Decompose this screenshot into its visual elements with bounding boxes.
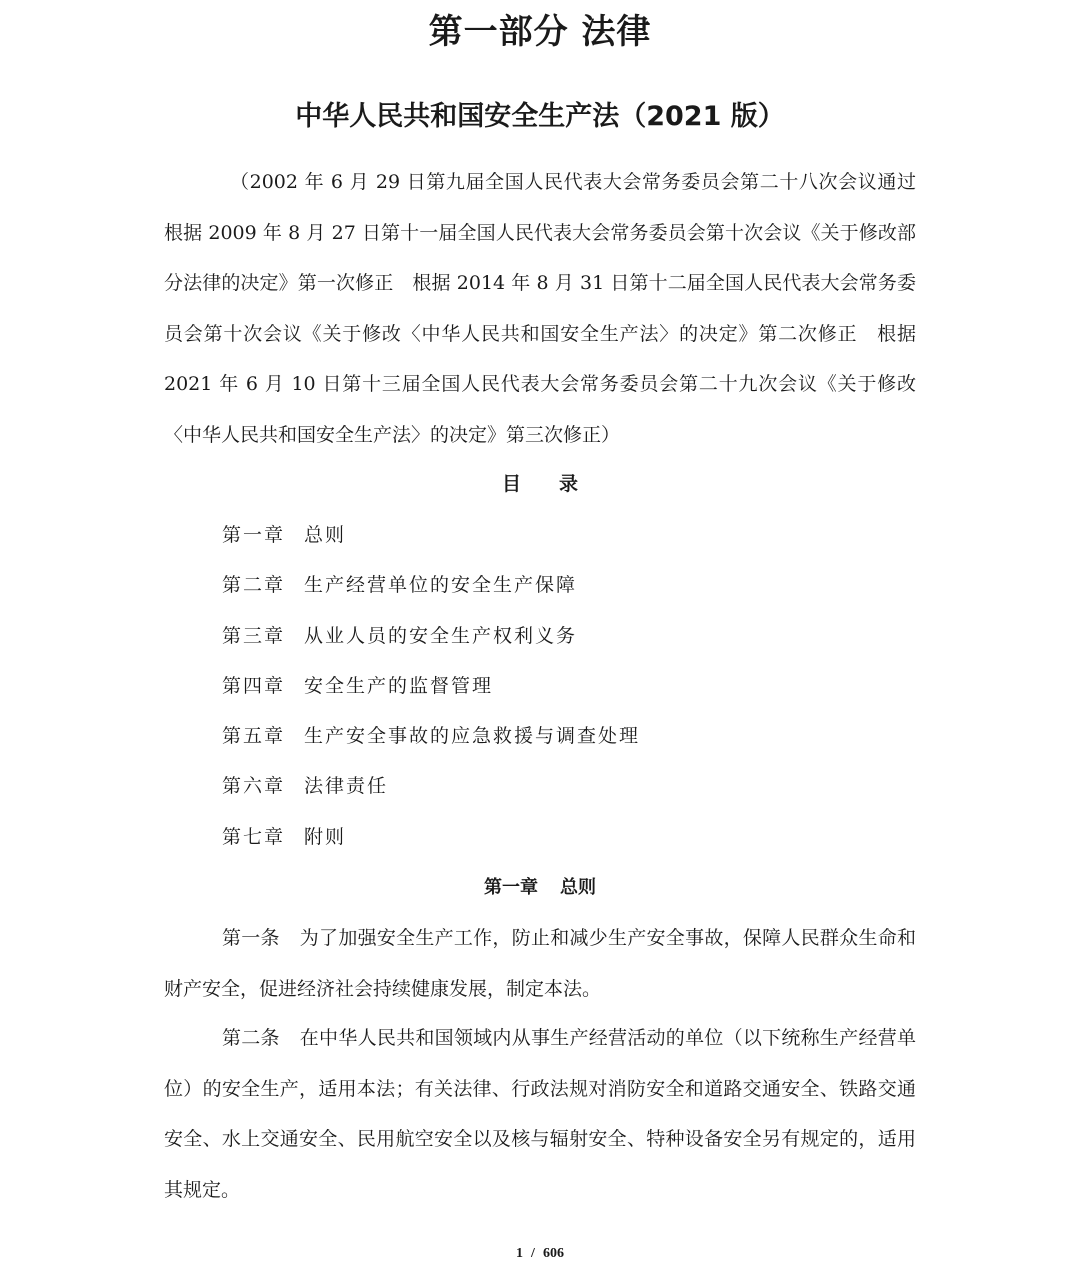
article-2	[164, 1013, 916, 1215]
page-number: 1	[516, 1246, 524, 1261]
article-text: 为了加强安全生产工作，防止和减少生产安全事故，保障人民群众生命和财产安全，促进经济社会持续健康发展，制定本法。	[164, 927, 916, 1000]
law-title: 中华人民共和国安全生产法（2021 版）	[295, 101, 785, 132]
chapter-heading	[0, 872, 1080, 904]
toc-item[interactable]	[222, 560, 922, 610]
toc-item-title: 附则	[304, 825, 347, 848]
toc-item-number: 第五章	[222, 725, 286, 748]
toc-item-title: 从业人员的安全生产权利义务	[304, 624, 578, 647]
toc-item[interactable]	[222, 510, 922, 560]
page-footer	[0, 1244, 1080, 1264]
article-number: 第一条	[222, 927, 280, 949]
toc-item[interactable]	[222, 661, 922, 711]
toc-item-number: 第二章	[222, 574, 286, 597]
toc-item[interactable]	[222, 611, 922, 661]
toc-item[interactable]	[222, 812, 922, 862]
toc-item-title: 安全生产的监督管理	[304, 674, 494, 697]
toc-heading-char-2: 录	[559, 473, 579, 495]
article-number: 第二条	[222, 1027, 280, 1049]
toc-item-number: 第四章	[222, 674, 286, 697]
toc-heading-char-1: 目	[501, 473, 521, 495]
part-title: 第一部分 法律	[428, 12, 652, 52]
article-1	[164, 913, 916, 1014]
toc-item-number: 第七章	[222, 825, 286, 848]
chapter-title: 总则	[560, 877, 596, 898]
toc-item[interactable]	[222, 761, 922, 811]
table-of-contents	[222, 510, 922, 862]
toc-item-title: 生产经营单位的安全生产保障	[304, 574, 578, 597]
toc-item-number: 第六章	[222, 775, 286, 798]
toc-item-title: 生产安全事故的应急救援与调查处理	[304, 725, 641, 748]
toc-item-title: 总则	[304, 524, 347, 546]
history-note: （2002 年 6 月 29 日第九届全国人民代表大会常务委员会第二十八次会议通过 根据 2009 年 8 月 27 日第十一届全国人民代表大会常务委员会第十次会议《关于修改部分法律的决定》第一次修正 根据 2014 年 8 月 31 日第十二届全国人民代表大会常务委员会第十次会议《关于修改〈中华人民共和国安全生产法〉的决定》第二次修正 根据 2021 年 6 月 10 日第十三届全国人民代表大会常务委员会第二十九次会议《关于修改〈中华人民共和国安全生产法〉的决定》第三次修正）	[164, 171, 936, 446]
chapter-number: 第一章	[484, 877, 538, 898]
page-separator: /	[531, 1246, 535, 1261]
article-text: 在中华人民共和国领域内从事生产经营活动的单位（以下统称生产经营单位）的安全生产，适用本法；有关法律、行政法规对消防安全和道路交通安全、铁路交通安全、水上交通安全、民用航空安全以及核与辐射安全、特种设备安全另有规定的，适用其规定。	[164, 1027, 916, 1201]
page-total: 606	[542, 1246, 564, 1261]
toc-item[interactable]	[222, 711, 922, 761]
toc-item-number: 第一章	[222, 524, 286, 546]
toc-heading	[0, 468, 1080, 500]
toc-item-number: 第三章	[222, 624, 286, 647]
toc-item-title: 法律责任	[304, 775, 389, 798]
